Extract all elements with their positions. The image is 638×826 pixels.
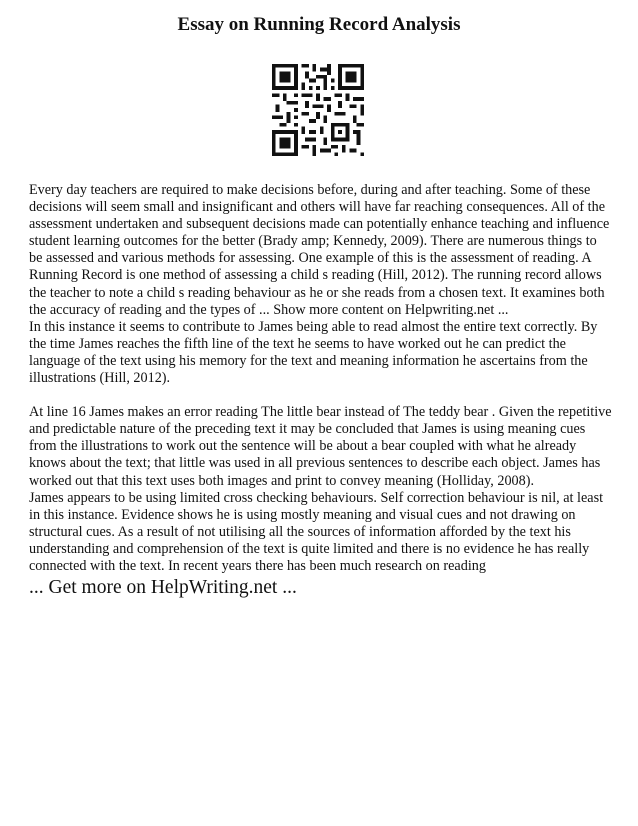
get-more-link[interactable]: ... Get more on HelpWriting.net ... xyxy=(29,577,297,598)
paragraph: In this instance it seems to contribute to James being able to read almost the entire text correctly. By the time James reaches the fifth line of the text he seems to have worked out he can predict the language of the text using his memory for the text and meaning information he ascertains from the illustrations (Hill, 2012). xyxy=(29,318,598,387)
page-title: Essay on Running Record Analysis xyxy=(177,14,461,35)
paragraph: James appears to be using limited cross checking behaviours. Self correction behaviour is nil, at least in this instance. Evidence shows he is using mostly meaning and visual cues and not drawing on structural cues. As a result of not utilising all the sources of information afforded by the text his understanding and comprehension of the text is quite limited and there is no evidence he has really connected with the text. In recent years there has been much research on reading xyxy=(29,489,604,574)
paragraph: Every day teachers are required to make decisions before, during and after teaching. Some of these decisions will seem small and insignificant and others will have far reaching consequences. All of the assessment undertaken and subsequent decisions made can potentially enhance teaching and influence student learning outcomes for the better (Brady amp; Kennedy, 2009). There are numerous things to be assessed and various methods for assessing. One example of this is the assessment of reading. A Running Record is one method of assessing a child s reading (Hill, 2012). The running record allows the teacher to note a child s reading behaviour as he or she reads from a chosen text. It examines both the accuracy of reading and the types of ... Show more content on Helpwriting.net ... xyxy=(29,182,610,318)
essay-body xyxy=(29,182,613,575)
qr-code-icon xyxy=(272,64,364,156)
paragraph: At line 16 James makes an error reading The little bear instead of The teddy bear . Given the repetitive and predictable nature of the preceding text it may be concluded that James is using meaning cues from the illustrations to work out the sentence will be about a bear coupled with what he already knows about the text; that little was used in all previous sentences to describe each object. James has worked out that this text uses both images and print to convey meaning (Holliday, 2008). xyxy=(29,404,612,489)
